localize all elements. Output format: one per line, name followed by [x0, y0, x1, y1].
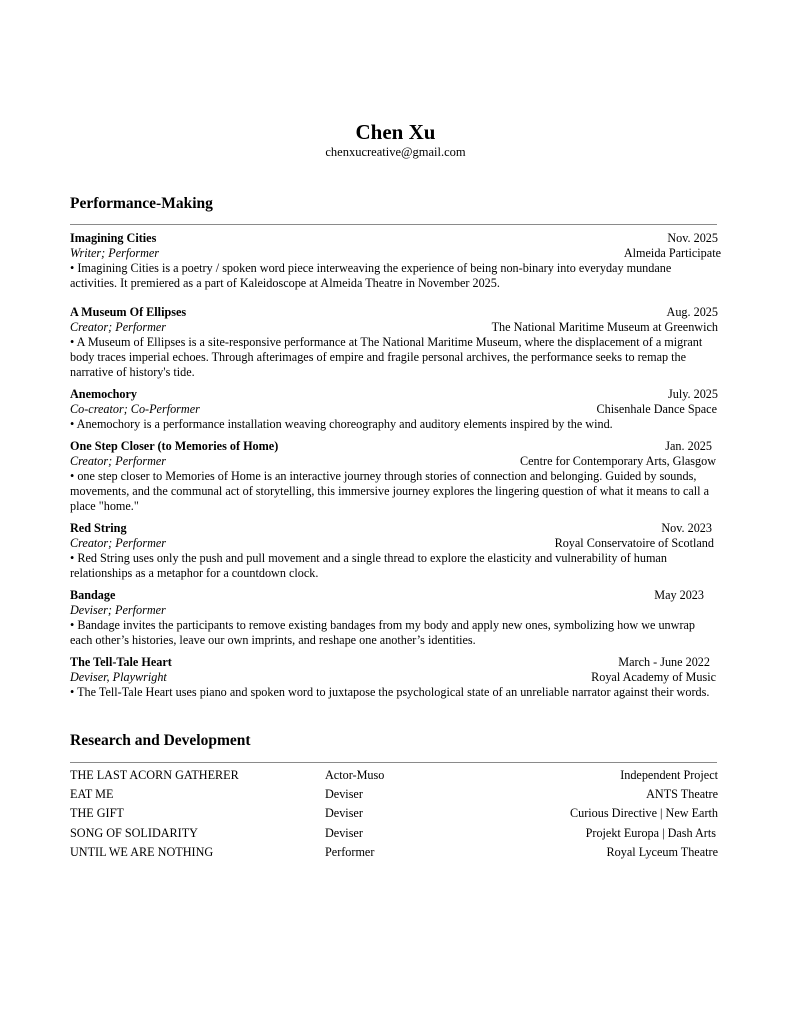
entry-title: Imagining Cities	[70, 231, 157, 245]
performance-entry	[70, 387, 718, 432]
entry-date: Jan. 2025	[665, 439, 712, 453]
entry-date: Nov. 2023	[661, 521, 712, 535]
research-role: Performer	[325, 845, 375, 859]
entry-venue: The National Maritime Museum at Greenwich	[491, 320, 718, 334]
section-title-research: Research and Development	[70, 732, 251, 749]
section-divider	[70, 762, 717, 763]
entry-description: • one step closer to Memories of Home is an interactive journey through stories of connection and belonging. Guided by sounds, movements, and the communal act of storytelling, this immersive journey explores the lingering question of what it means to call a place "home."	[70, 469, 710, 513]
research-role: Actor-Muso	[325, 768, 385, 782]
entry-role: Co-creator; Co-Performer	[70, 402, 200, 416]
entry-date: July. 2025	[668, 387, 718, 401]
entry-date: Aug. 2025	[666, 305, 718, 319]
entry-description: • Anemochory is a performance installation weaving choreography and auditory elements inspired by the wind.	[70, 417, 613, 431]
entry-venue: Royal Conservatoire of Scotland	[554, 536, 714, 550]
entry-venue: Chisenhale Dance Space	[596, 402, 717, 416]
entry-title: Anemochory	[70, 387, 138, 401]
entry-description: • The Tell-Tale Heart uses piano and spoken word to juxtapose the psychological state of an unreliable narrator against their words.	[70, 685, 710, 699]
performance-entry	[70, 521, 718, 581]
performance-entry	[70, 305, 718, 380]
entry-title: Bandage	[70, 588, 116, 602]
entry-date: March - June 2022	[618, 655, 710, 669]
research-venue: Curious Directive | New Earth	[570, 806, 718, 820]
research-venue: Independent Project	[620, 768, 718, 782]
entry-venue: Almeida Participate	[623, 246, 721, 260]
performance-entry	[70, 588, 718, 648]
research-venue: Projekt Europa | Dash Arts	[585, 826, 716, 840]
research-title: UNTIL WE ARE NOTHING	[70, 845, 214, 859]
research-title: EAT ME	[70, 787, 114, 801]
entry-description: • Red String uses only the push and pull movement and a single thread to explore the elasticity and vulnerability of human relationships as a metaphor for a countdown clock.	[70, 551, 667, 580]
performance-entry	[70, 231, 721, 291]
entry-title: The Tell-Tale Heart	[70, 655, 172, 669]
candidate-name: Chen Xu	[355, 120, 436, 144]
research-role: Deviser	[325, 806, 363, 820]
performance-entry	[70, 439, 718, 514]
entry-date: Nov. 2025	[667, 231, 718, 245]
entry-venue: Centre for Contemporary Arts, Glasgow	[520, 454, 716, 468]
research-role: Deviser	[325, 787, 363, 801]
entry-title: A Museum Of Ellipses	[70, 305, 187, 319]
entry-title: Red String	[70, 521, 127, 535]
entry-role: Deviser, Playwright	[70, 670, 167, 684]
entry-date: May 2023	[654, 588, 704, 602]
research-title: THE GIFT	[70, 806, 124, 820]
entry-title: One Step Closer (to Memories of Home)	[70, 439, 279, 453]
performance-entry	[70, 655, 718, 700]
entry-role: Creator; Performer	[70, 320, 167, 334]
entry-venue: Royal Academy of Music	[591, 670, 716, 684]
research-title: THE LAST ACORN GATHERER	[70, 768, 239, 782]
entry-role: Deviser; Performer	[70, 603, 166, 617]
section-title-performance: Performance-Making	[70, 195, 213, 212]
research-venue: ANTS Theatre	[646, 787, 718, 801]
research-venue: Royal Lyceum Theatre	[606, 845, 718, 859]
entry-description: • A Museum of Ellipses is a site-responsive performance at The National Maritime Museum, where the displacement of a migrant body traces imperial echoes. Through afterimages of empire and fragile personal archives, the performance seeks to remap the narrative of history's tide.	[70, 335, 703, 379]
entry-role: Creator; Performer	[70, 454, 167, 468]
entry-role: Creator; Performer	[70, 536, 167, 550]
entry-role: Writer; Performer	[70, 246, 160, 260]
entry-description: • Bandage invites the participants to remove existing bandages from my body and apply new ones, symbolizing how we unwrap each other’s histories, leave our own imprints, and reshape one another’s identities.	[70, 618, 696, 647]
entry-description: • Imagining Cities is a poetry / spoken word piece interweaving the experience of being non-binary into everyday mundane activities. It premiered as a part of Kaleidoscope at Almeida Theatre in November 2025.	[70, 261, 672, 290]
section-divider	[70, 224, 717, 225]
email-address[interactable]: chenxucreative@gmail.com	[325, 145, 466, 159]
research-title: SONG OF SOLIDARITY	[70, 826, 198, 840]
research-role: Deviser	[325, 826, 363, 840]
